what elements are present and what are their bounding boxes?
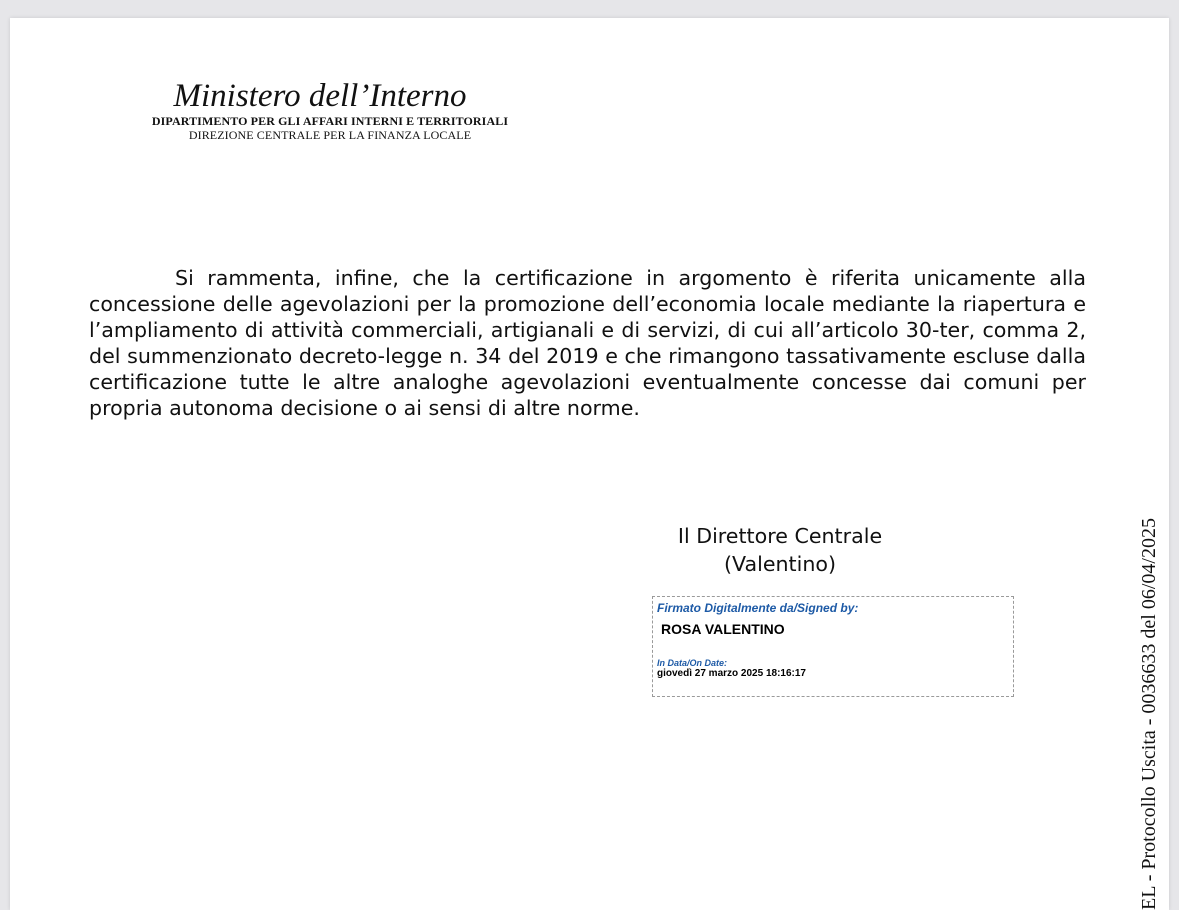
director-title: Il Direttore Centrale (677, 524, 883, 548)
signature-date-label: In Data/On Date: (657, 658, 728, 668)
letterhead (90, 78, 570, 142)
signature-date: giovedì 27 marzo 2025 18:16:17 (657, 668, 806, 679)
direction-name: DIREZIONE CENTRALE PER LA FINANZA LOCALE (188, 128, 472, 142)
director-name: (Valentino) (723, 552, 837, 576)
document-page (10, 18, 1169, 910)
signature-label: Firmato Digitalmente da/Signed by: (657, 601, 859, 615)
ministry-name: Ministero dell’Interno (173, 78, 467, 114)
body-paragraph (89, 265, 1086, 422)
protocol-stamp (1129, 458, 1169, 910)
protocol-stamp-text: EL - Protocollo Uscita - 0036633 del 06/04/2025 (1138, 518, 1160, 910)
department-name: DIPARTIMENTO PER GLI AFFARI INTERNI E TERRITORIALI (151, 114, 509, 128)
digital-signature-box (652, 596, 1014, 697)
body-paragraph-text: Si rammenta, infine, che la certificazione in argomento è riferita unicamente alla concessione delle agevolazioni per la promozione dell’economia locale mediante la riapertura e l’ampliamento di attività commerciali, artigianali e di servizi, di cui all’articolo 30-ter, comma 2, del summenzionato decreto-legge n. 34 del 2019 e che rimangono tassativamente escluse dalla certificazione tutte le altre analoghe agevolazioni eventualmente concesse dai comuni per propria autonoma decisione o ai sensi di altre norme. (89, 266, 1086, 421)
signer-name: ROSA VALENTINO (661, 621, 785, 637)
